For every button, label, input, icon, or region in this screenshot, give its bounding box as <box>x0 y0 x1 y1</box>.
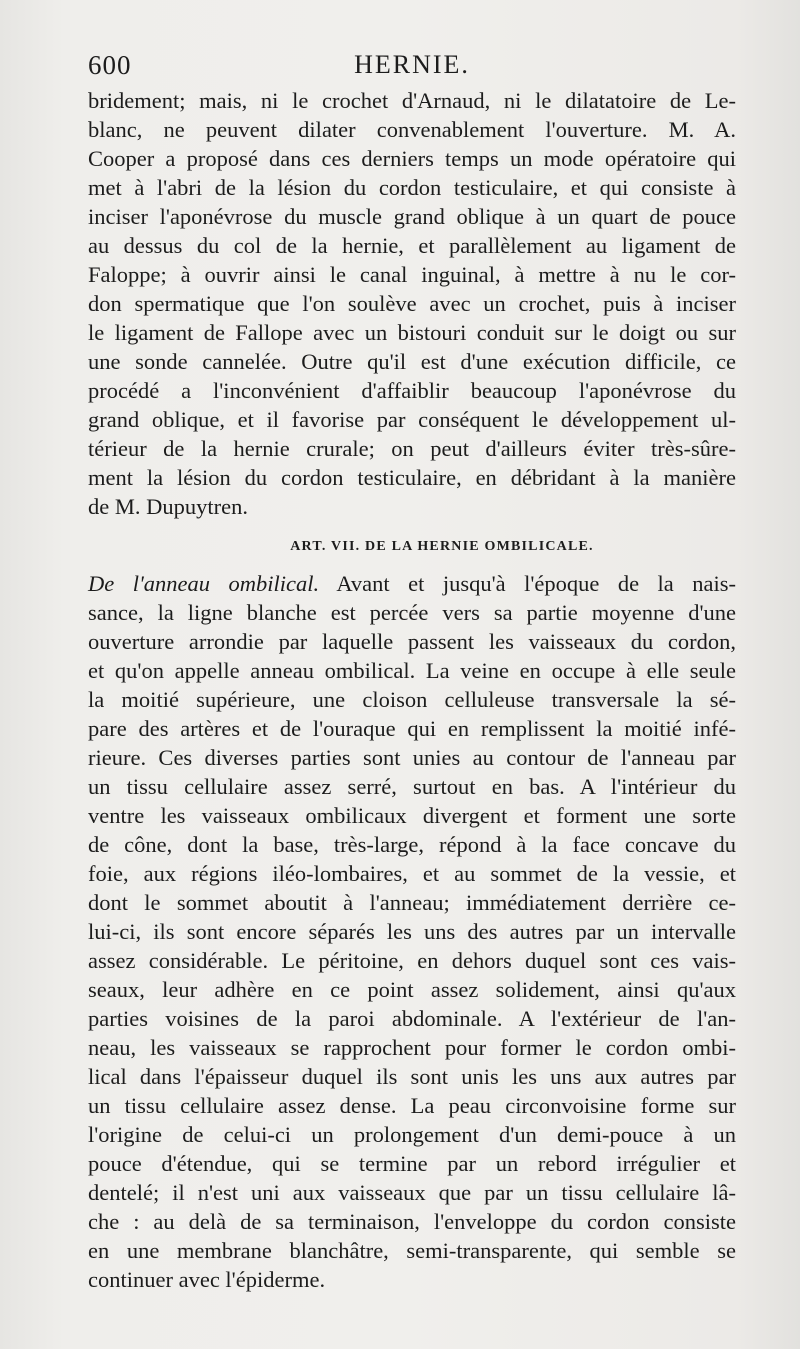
page-header <box>88 50 736 86</box>
text-line: un tissu cellulaire assez dense. La peau circonvoisine forme sur <box>88 1093 736 1118</box>
text-line: dont le sommet aboutit à l'anneau; immédiatement derrière ce- <box>88 890 736 915</box>
text-line: assez considérable. Le péritoine, en dehors duquel sont ces vais- <box>88 948 736 973</box>
text-line: et qu'on appelle anneau ombilical. La veine en occupe à elle seule <box>88 658 736 683</box>
text-line: ment la lésion du cordon testiculaire, en débridant à la manière <box>88 465 736 490</box>
text-line: parties voisines de la paroi abdominale. A l'extérieur de l'an- <box>88 1006 736 1031</box>
text-line: bridement; mais, ni le crochet d'Arnaud, ni le dilatatoire de Le- <box>88 88 736 113</box>
text-line: De l'anneau ombilical. Avant et jusqu'à l'époque de la nais- <box>88 571 736 596</box>
section-title: ART. VII. DE LA HERNIE OMBILICALE. <box>290 539 594 554</box>
text-line: procédé a l'inconvénient d'affaiblir beaucoup l'aponévrose du <box>88 378 736 403</box>
text-line: au dessus du col de la hernie, et parallèlement au ligament de <box>88 233 736 258</box>
body-text <box>88 86 736 1294</box>
text-line: le ligament de Fallope avec un bistouri conduit sur le doigt ou sur <box>88 320 736 345</box>
text-line: Cooper a proposé dans ces derniers temps un mode opératoire qui <box>88 146 736 171</box>
text-line: che : au delà de sa terminaison, l'enveloppe du cordon consiste <box>88 1209 736 1234</box>
text-line: la moitié supérieure, une cloison celluleuse transversale la sé- <box>88 687 736 712</box>
running-head: HERNIE. <box>354 50 470 79</box>
text-line: de cône, dont la base, très-large, répond à la face concave du <box>88 832 736 857</box>
paragraph-lead-italic: De l'anneau ombilical. <box>88 571 320 596</box>
text-line: un tissu cellulaire assez serré, surtout en bas. A l'intérieur du <box>88 774 736 799</box>
text-line: lui-ci, ils sont encore séparés les uns des autres par un intervalle <box>88 919 736 944</box>
text-line: pouce d'étendue, qui se termine par un rebord irrégulier et <box>88 1151 736 1176</box>
text-line: inciser l'aponévrose du muscle grand oblique à un quart de pouce <box>88 204 736 229</box>
text-line: ventre les vaisseaux ombilicaux divergent et forment une sorte <box>88 803 736 828</box>
text-line: don spermatique que l'on soulève avec un crochet, puis à inciser <box>88 291 736 316</box>
text-line: seaux, leur adhère en ce point assez solidement, ainsi qu'aux <box>88 977 736 1002</box>
text-line: lical dans l'épaisseur duquel ils sont unis les uns aux autres par <box>88 1064 736 1089</box>
text-line: dentelé; il n'est uni aux vaisseaux que par un tissu cellulaire lâ- <box>88 1180 736 1205</box>
text-line: l'origine de celui-ci un prolongement d'un demi-pouce à un <box>88 1122 736 1147</box>
text-line: ouverture arrondie par laquelle passent les vaisseaux du cordon, <box>88 629 736 654</box>
text-line: en une membrane blanchâtre, semi-transparente, qui semble se <box>88 1238 736 1263</box>
text-line: une sonde cannelée. Outre qu'il est d'une exécution difficile, ce <box>88 349 736 374</box>
text-line: blanc, ne peuvent dilater convenablement l'ouverture. M. A. <box>88 117 736 142</box>
page-number: 600 <box>88 50 132 80</box>
text-line: térieur de la hernie crurale; on peut d'ailleurs éviter très-sûre- <box>88 436 736 461</box>
paragraph-cooper-procedure <box>88 86 736 521</box>
paragraph-umbilical-ring <box>88 569 736 1294</box>
text-line: Faloppe; à ouvrir ainsi le canal inguinal, à mettre à nu le cor- <box>88 262 736 287</box>
text-line: grand oblique, et il favorise par conséquent le développement ul- <box>88 407 736 432</box>
text-line: foie, aux régions iléo-lombaires, et au sommet de la vessie, et <box>88 861 736 886</box>
text-line: neau, les vaisseaux se rapprochent pour former le cordon ombi- <box>88 1035 736 1060</box>
text-line: continuer avec l'épiderme. <box>88 1267 326 1292</box>
text-line: sance, la ligne blanche est percée vers sa partie moyenne d'une <box>88 600 736 625</box>
text-line: met à l'abri de la lésion du cordon testiculaire, et qui consiste à <box>88 175 736 200</box>
text-line: de M. Dupuytren. <box>88 494 248 519</box>
text-line: rieure. Ces diverses parties sont unies au contour de l'anneau par <box>88 745 736 770</box>
text-line: pare des artères et de l'ouraque qui en remplissent la moitié infé- <box>88 716 736 741</box>
